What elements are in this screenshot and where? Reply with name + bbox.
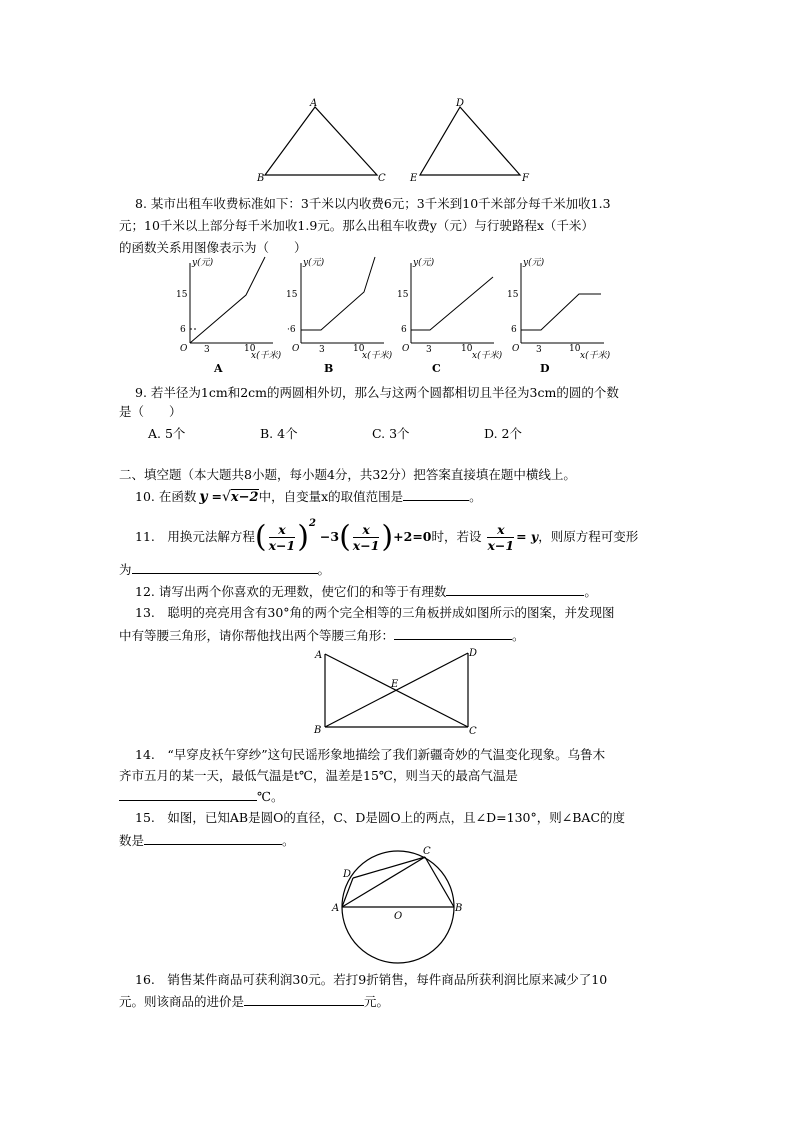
q15-label-a: A [332,903,340,914]
q11-minus3: −3 [319,529,340,545]
q11-rparen2: ) [381,519,394,555]
q11-frac3-den: x−1 [487,538,515,554]
graph-c-line [411,277,493,330]
q11-mid: 时，若设 [431,529,482,545]
q13-line1: 13. 聪明的亮亮用含有30°角的两个完全相等的三角板拼成如图所示的图案，并发现图 [135,605,615,620]
q11-eqy: = y [516,529,539,545]
graph-d-origin: O [512,344,520,354]
graph-b-option: B [324,362,334,375]
graph-a-line [190,257,265,343]
q14-line1: 14. “早穿皮袄午穿纱”这句民谣形象地描绘了我们新疆奇妙的气温变化现象。乌鲁木 [135,747,606,762]
label-e: E [410,173,418,184]
q13-figure [308,645,488,740]
q16-line2-prefix: 元。则该商品的进价是 [119,994,245,1009]
graph-a [176,257,282,375]
graph-d-tick6: 6 [511,325,517,335]
q14-line3 [119,788,283,805]
q15-line2-prefix: 数是 [119,833,145,848]
label-f: F [522,173,529,184]
graph-c-ylabel: y(元) [413,258,435,268]
graph-a-origin: O [180,344,188,354]
q10-end: 。 [469,489,482,504]
q15-end: 。 [282,833,295,848]
q11-lparen2: ( [339,519,351,555]
q10-answer-blank[interactable] [403,488,469,501]
graph-a-xlabel: x(千米) [251,351,282,361]
q11-eq0: =0 [412,529,432,545]
q9-choice-d: D. 2个 [484,426,522,441]
graph-c-tick10: 10 [461,344,473,354]
q11-prefix: 11. 用换元法解方程 [135,529,255,545]
q11-frac2-num: x [353,522,380,538]
q11-lparen: ( [254,519,267,555]
q13-end: 。 [512,628,525,643]
q14-unit: ℃。 [257,789,284,804]
graph-d-tick3: 3 [536,345,542,355]
q11-frac2-den: x−1 [352,538,380,554]
graph-d-tick15: 15 [507,290,519,300]
q8-line2: 元；10千米以上部分每千米加收1.9元。那么出租车收费y（元）与行驶路程x（千米） [119,218,594,233]
q10-radicand: x−2 [230,490,259,505]
q15-label-o: O [394,911,403,922]
graph-b-tick3: 3 [319,345,325,355]
q11-line2-prefix: 为 [119,562,132,577]
graph-c-tick6: 6 [401,325,407,335]
q8-graphs-figure [168,255,638,380]
graph-a-tick10: 10 [244,344,256,354]
q11-frac2 [353,522,380,553]
q13-answer-blank[interactable] [394,627,512,640]
graph-b-xlabel: x(千米) [362,351,393,361]
graph-b-tick6: ·6 [287,325,296,335]
top-triangles-figure [240,95,560,190]
q11-line2-end: 。 [317,562,331,577]
q15-chord-dc [353,857,425,878]
graph-b-origin: O [292,344,300,354]
graph-a-ylabel: y(元) [192,258,214,268]
graph-b-tick15: 15 [286,290,298,300]
triangle-def [420,107,520,175]
section2-heading: 二、填空题（本大题共8小题，每小题4分，共32分）把答案直接填在题中横线上。 [119,467,576,482]
q10-line [135,488,482,506]
q13-label-b: B [314,725,322,736]
q9-choice-c: C. 3个 [372,426,410,441]
q15-figure [328,843,473,968]
q9-line2: 是（ ） [119,404,182,419]
sqrt-sign: √ [221,489,231,505]
q13-line2-text: 中有等腰三角形，请你帮他找出两个等腰三角形： [119,628,395,643]
q11-frac1-num: x [269,522,296,538]
graph-a-tick15: 15 [176,290,188,300]
q16-line1: 16. 销售某件商品可获利润30元。若打9折销售，每件商品所获利润比原来减少了10 [135,972,608,987]
q10-prefix: 10. 在函数 [135,489,197,504]
q14-answer-blank[interactable] [119,788,257,801]
q9-choice-b: B. 4个 [260,426,298,441]
q11-rparen: ) [297,519,309,555]
graph-d-xlabel: x(千米) [580,351,611,361]
q13-label-a: A [315,650,323,661]
graph-b [286,257,393,375]
q15-answer-blank[interactable] [144,832,282,845]
q12-end: 。 [584,584,597,599]
q12-text: 12. 请写出两个你喜欢的无理数，使它们的和等于有理数 [135,584,447,599]
q11-suffix: ，则原方程可变形 [538,529,639,545]
q11-line2 [119,561,330,578]
q11-line1 [135,514,638,558]
q8-line1: 8. 某市出租车收费标准如下：3千米以内收费6元；3千米到10千米部分每千米加收1.3 [135,196,611,211]
graph-c-tick3: 3 [426,345,432,355]
q10-suffix: 中，自变量x的取值范围是 [258,489,404,504]
q11-frac1-den: x−1 [268,538,296,554]
q12-answer-blank[interactable] [446,583,584,596]
q14-line2: 齐市五月的某一天，最低气温是t℃，温差是15℃，则当天的最高气温是 [119,768,518,783]
graph-b-tick10: 10 [353,344,365,354]
label-c: C [378,173,386,184]
q13-line2 [119,627,525,644]
q13-label-e: E [391,679,399,690]
graph-d-tick10: 10 [569,344,581,354]
q11-square: 2 [308,518,316,529]
q9-line1: 9. 若半径为1cm和2cm的两圆相外切，那么与这两个圆都相切且半径为3cm的圆的个数 [135,385,619,400]
graph-d-option: D [540,362,550,375]
q15-label-d: D [343,869,352,880]
q15-chord-bc [425,857,454,907]
graph-d-line [521,294,601,330]
label-a: A [310,98,318,109]
q16-answer-blank[interactable] [244,993,364,1006]
q16-end: 元。 [364,994,390,1009]
graph-c-origin: O [402,344,410,354]
q9-choice-a: A. 5个 [148,426,186,441]
label-b: B [257,173,265,184]
graph-c-tick15: 15 [397,290,409,300]
q15-label-c: C [423,846,431,857]
q11-answer-blank[interactable] [132,561,318,574]
graph-a-option: A [214,362,223,375]
q11-plus2: +2 [393,529,413,545]
triangle-abc [265,107,377,175]
q11-frac1 [269,522,296,553]
graph-b-ylabel: y(元) [303,258,325,268]
graph-c [397,257,503,375]
q10-y: y [199,489,208,505]
q12-line [135,583,597,600]
graph-c-option: C [432,362,441,375]
graph-c-xlabel: x(千米) [472,351,503,361]
graph-d [507,257,611,375]
q13-label-c: C [469,726,477,737]
q15-chord-ac [342,857,425,907]
graph-d-ylabel: y(元) [523,258,545,268]
q13-label-d: D [469,648,478,659]
q15-label-b: B [455,903,463,914]
q15-line2 [119,832,295,849]
graph-a-tick6: 6 [180,325,186,335]
q10-eq: = [211,489,222,504]
label-d: D [456,98,465,109]
q16-line2 [119,993,389,1010]
q15-line1: 15. 如图，已知AB是圆O的直径，C、D是圆O上的两点，且∠D=130°，则∠BAC的度 [135,810,626,825]
graph-a-tick3: 3 [204,345,210,355]
q8-line3: 的函数关系用图像表示为（ ） [119,240,307,255]
q11-frac3-num: x [487,522,514,538]
q11-frac3 [487,522,514,553]
